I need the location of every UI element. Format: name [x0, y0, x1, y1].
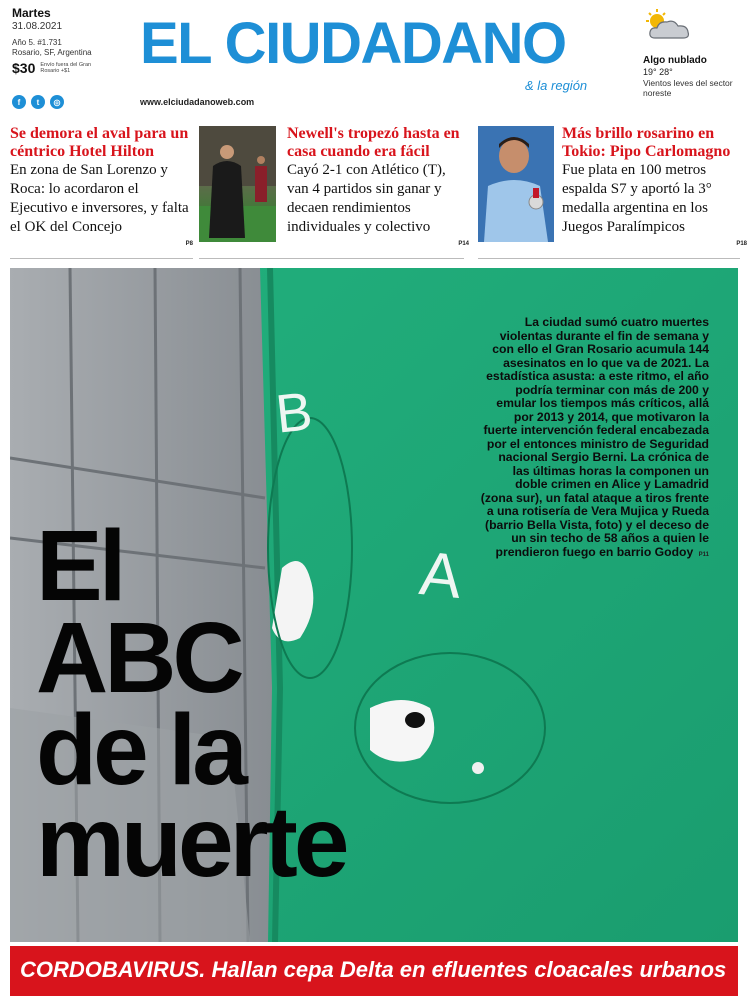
issue-date: 31.08.2021 [12, 21, 63, 32]
facebook-icon[interactable]: f [12, 95, 26, 109]
chalk-letter-a: A [416, 539, 465, 612]
main-story-text: La ciudad sumó cuatro muertes violentas durante el fin de semana y con ello el Gran Rosario acumula 144 asesinatos en lo que va de 2021. La estadística asusta: a este ritmo, el año podría terminar con más de 200 y emular los tiempos más críticos, allá por 2013 y 2014, que motivaron la fuerte intervención federal encabezada por el entonces ministro de Seguridad nacional Sergio Berni. La crónica de las últimas horas la componen un doble crimen en Alice y Lamadrid (zona sur), un fatal ataque a tiros frente a una rotisería de Vera Mujica y Rueda (barrio Bella Vista, foto) y el deceso de un sin techo de 58 años a quien le prendieron fuego en barrio Godoy [480, 315, 709, 559]
weather-block [643, 8, 743, 98]
issue-day: Martes [12, 6, 51, 20]
newspaper-title: EL CIUDADANO [140, 11, 566, 76]
headline-line-1: El [36, 510, 123, 622]
teaser-body: En zona de San Lorenzo y Roca: lo acordaron el Ejecutivo e inversores, y falta el OK del Concejo [10, 162, 189, 235]
main-story-page: P11 [698, 551, 709, 558]
issue-number: Año 5. #1.731 [12, 38, 62, 47]
social-icons [12, 95, 64, 109]
teaser-page: P8 [185, 241, 193, 247]
price: $30 [12, 60, 36, 76]
weather-wind: Vientos leves del sector noreste [643, 78, 733, 98]
teaser-page: P18 [736, 241, 747, 247]
website-link[interactable]: www.elciudadanoweb.com [140, 97, 255, 107]
swimmer-photo [478, 126, 554, 242]
teaser-hilton[interactable] [10, 125, 193, 247]
teaser-carlomagno[interactable] [562, 125, 747, 247]
partly-cloudy-icon [643, 8, 695, 44]
price-row [12, 60, 122, 76]
teaser-page: P14 [458, 241, 469, 247]
headline-line-4: muerte [36, 786, 346, 898]
newspaper-subtitle: & la región [525, 78, 588, 93]
price-note: Envío fuera del Gran Rosario +$1 [40, 62, 92, 74]
banner-text: CORDOBAVIRUS. Hallan cepa Delta en efluentes cloacales urbanos [20, 957, 727, 982]
main-headline[interactable] [36, 510, 456, 898]
weather-temp: 19° 28° [643, 67, 673, 77]
main-story-body[interactable] [480, 316, 709, 562]
headline-line-2: ABC [36, 602, 241, 714]
teaser-headline: Más brillo rosarino en Tokio: Pipo Carlomagno [562, 125, 731, 160]
divider [478, 258, 740, 259]
weather-label: Algo nublado [643, 55, 707, 66]
banner-page: P4 [738, 972, 747, 979]
divider [10, 258, 193, 259]
twitter-icon[interactable]: t [31, 95, 45, 109]
coach-photo [199, 126, 276, 242]
date-block [12, 6, 122, 76]
teaser-headline: Se demora el aval para un céntrico Hotel Hilton [10, 125, 189, 160]
headline-line-3: de la [36, 694, 244, 806]
issue-place: Rosario, SF, Argentina [12, 48, 92, 57]
teaser-headline: Newell's tropezó hasta en casa cuando era fácil [287, 125, 460, 160]
banner-headline[interactable] [20, 955, 747, 991]
chalk-letter-b: B [272, 381, 316, 445]
teaser-body: Fue plata en 100 metros espalda S7 y aportó la 3° medalla argentina en los Juegos Paralímpicos [562, 162, 712, 235]
divider [199, 258, 464, 259]
teaser-newells[interactable] [287, 125, 469, 247]
instagram-icon[interactable]: ◎ [50, 95, 64, 109]
teaser-body: Cayó 2-1 con Atlético (T), van 4 partidos sin ganar y decaen rendimientos individuales y colectivo [287, 162, 446, 235]
